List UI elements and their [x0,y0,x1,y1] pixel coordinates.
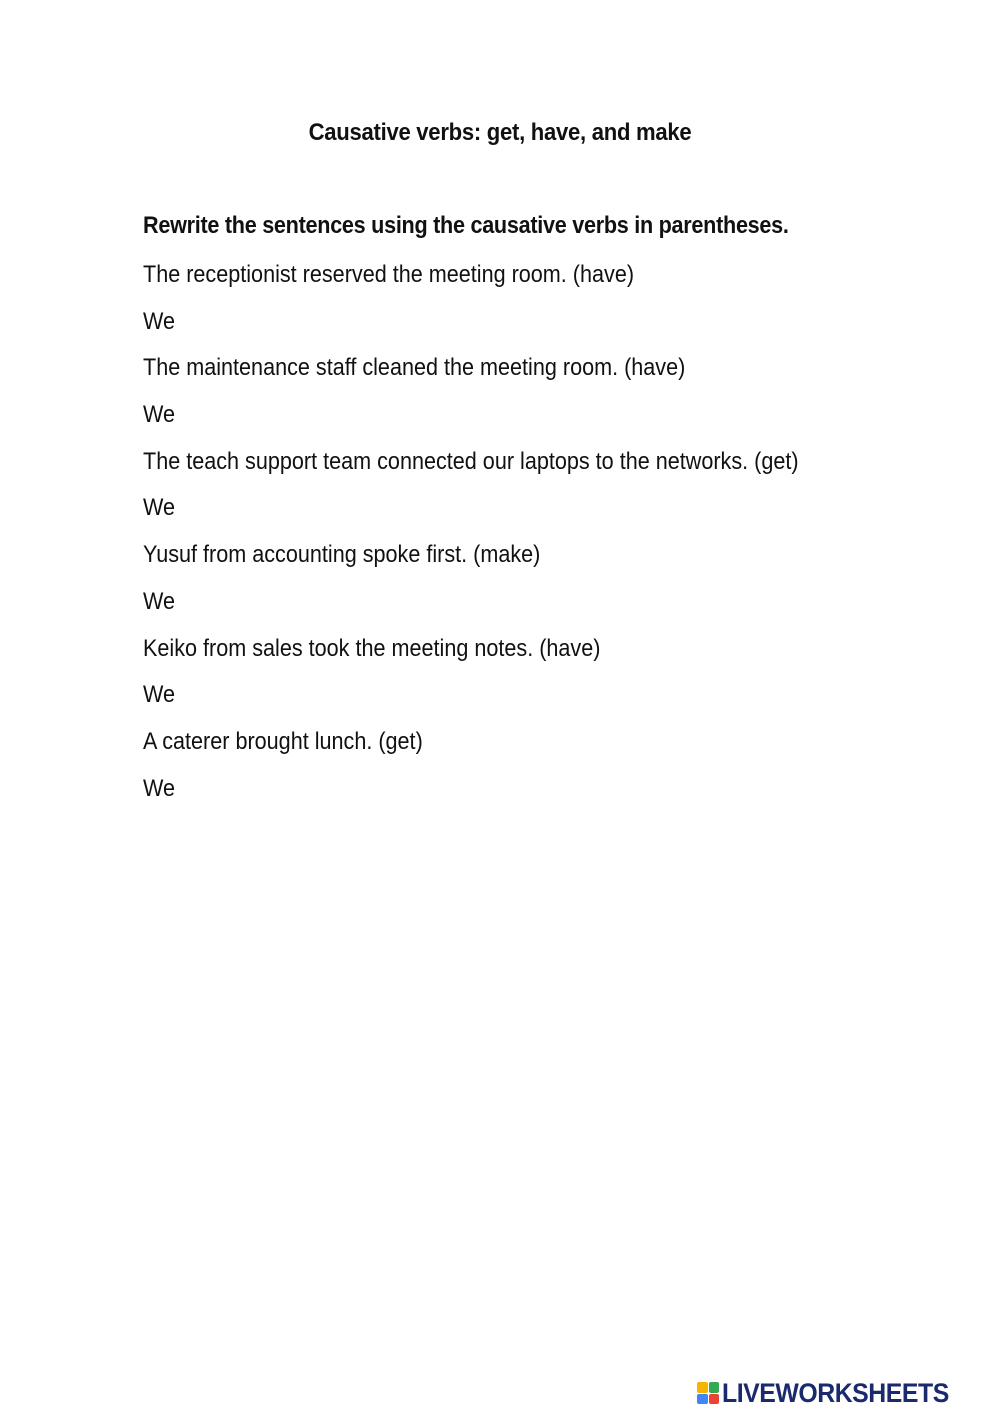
exercise-prompt: A caterer brought lunch. (get) [143,727,423,755]
answer-prefix: We [143,774,176,802]
answer-prefix: We [143,681,176,709]
exercise-item [143,351,871,444]
exercise-item [143,445,871,538]
logo-mark-tile [709,1394,720,1405]
answer-prefix: We [143,307,176,335]
exercise-item [143,725,871,818]
answer-input[interactable] [182,491,722,525]
exercise-prompt: Yusuf from accounting spoke first. (make) [143,541,541,569]
exercise-item [143,258,871,351]
answer-input[interactable] [182,398,722,432]
liveworksheets-logo [697,1376,969,1410]
instructions: Rewrite the sentences using the causative verbs in parentheses. [143,212,789,239]
logo-mark-tile [697,1394,708,1405]
answer-line [143,398,799,445]
exercise-prompt: The teach support team connected our laptops to the networks. (get) [143,447,799,475]
answer-line [143,585,799,632]
exercise-prompt: The receptionist reserved the meeting room. (have) [143,261,635,288]
answer-input[interactable] [182,678,722,712]
exercise-item [143,538,871,631]
exercise-item [143,632,871,725]
exercise-prompt: Keiko from sales took the meeting notes. (have) [143,634,601,662]
logo-text: LIVEWORKSHEETS [722,1377,949,1408]
exercise-prompt: The maintenance staff cleaned the meeting room. (have) [143,354,686,382]
answer-prefix: We [143,494,176,522]
answer-input[interactable] [182,305,722,339]
logo-mark-tile [709,1382,720,1393]
page-title: Causative verbs: get, have, and make [308,119,692,146]
answer-line [143,772,799,819]
answer-input[interactable] [182,585,722,619]
answer-prefix: We [143,587,176,615]
answer-line [143,305,799,352]
answer-prefix: We [143,401,176,429]
answer-input[interactable] [182,772,722,806]
logo-mark-tile [697,1382,708,1393]
answer-line [143,678,799,725]
liveworksheets-logo-icon [697,1382,719,1404]
exercise-list [143,258,871,818]
answer-line [143,491,799,538]
